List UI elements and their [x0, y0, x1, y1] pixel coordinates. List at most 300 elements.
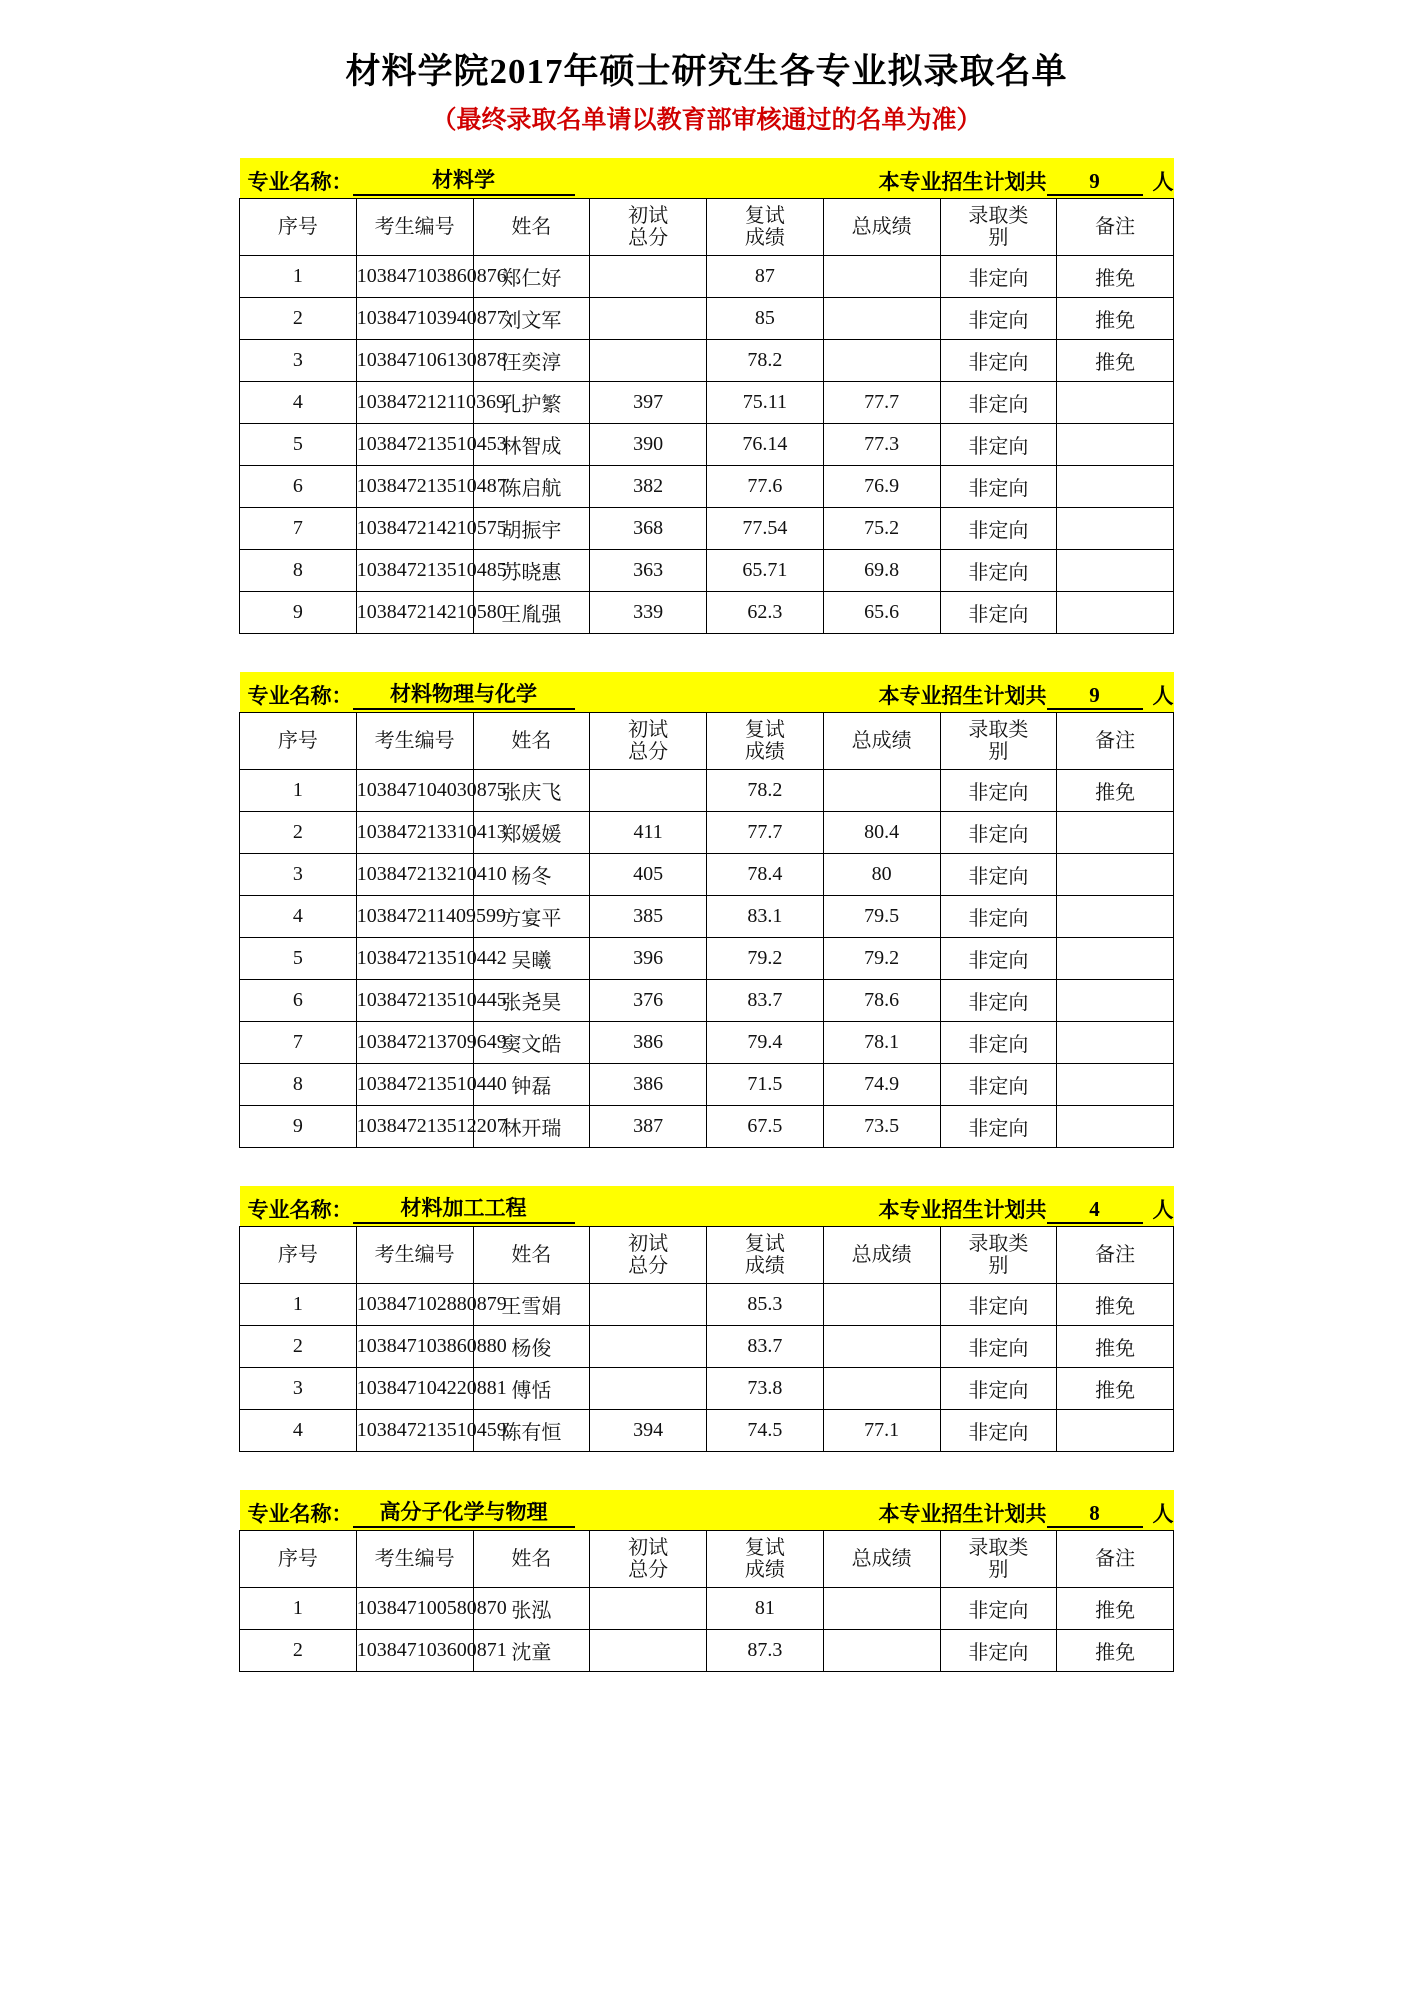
col-header-retest [707, 1227, 824, 1284]
major-table-block [239, 1490, 1174, 1672]
col-header-retest-line1: 复试 [744, 1536, 785, 1559]
col-header-preliminary-line1: 初试 [628, 204, 669, 227]
col-header-name: 姓名 [473, 1531, 590, 1588]
cell-admission-type: 非定向 [940, 1284, 1057, 1326]
cell-total-score [823, 256, 940, 298]
cell-retest-score: 87 [707, 256, 824, 298]
cell-preliminary-score [590, 340, 707, 382]
cell-index: 7 [240, 508, 357, 550]
cell-note [1057, 896, 1174, 938]
col-header-note: 备注 [1057, 1531, 1174, 1588]
cell-name: 沈童 [473, 1630, 590, 1672]
cell-note [1057, 382, 1174, 424]
cell-total-score: 76.9 [823, 466, 940, 508]
table-row [240, 938, 1174, 980]
cell-total-score: 74.9 [823, 1064, 940, 1106]
col-header-note: 备注 [1057, 199, 1174, 256]
cell-total-score [823, 1630, 940, 1672]
col-header-name: 姓名 [473, 713, 590, 770]
col-header-note: 备注 [1057, 1227, 1174, 1284]
cell-admission-type: 非定向 [940, 896, 1057, 938]
cell-exam-id: 103847213510440 [356, 1064, 473, 1106]
cell-admission-type: 非定向 [940, 298, 1057, 340]
cell-retest-score: 83.7 [707, 1326, 824, 1368]
col-header-admission-type-line2: 别 [988, 1255, 1009, 1277]
cell-retest-score: 67.5 [707, 1106, 824, 1148]
cell-note [1057, 508, 1174, 550]
cell-index: 6 [240, 980, 357, 1022]
column-header-row [240, 1531, 1174, 1588]
cell-name: 孔护繁 [473, 382, 590, 424]
cell-name: 杨俊 [473, 1326, 590, 1368]
cell-preliminary-score [590, 256, 707, 298]
col-header-admission-type [940, 1227, 1057, 1284]
col-header-index: 序号 [240, 1227, 357, 1284]
major-name-label: 专业名称： [247, 684, 353, 708]
cell-exam-id: 103847214210575 [356, 508, 473, 550]
cell-admission-type: 非定向 [940, 854, 1057, 896]
cell-preliminary-score: 382 [590, 466, 707, 508]
cell-note [1057, 980, 1174, 1022]
plan-label: 本专业招生计划共 [878, 684, 1047, 708]
major-banner-cell [240, 1490, 1174, 1531]
cell-retest-score: 78.2 [707, 340, 824, 382]
cell-admission-type: 非定向 [940, 466, 1057, 508]
cell-retest-score: 79.4 [707, 1022, 824, 1064]
major-table [239, 672, 1174, 1148]
cell-index: 1 [240, 1588, 357, 1630]
cell-retest-score: 62.3 [707, 592, 824, 634]
cell-name: 郑仁好 [473, 256, 590, 298]
cell-total-score [823, 770, 940, 812]
plan-count: 4 [1047, 1197, 1143, 1224]
cell-total-score: 75.2 [823, 508, 940, 550]
table-row [240, 1106, 1174, 1148]
cell-exam-id: 103847212110369 [356, 382, 473, 424]
major-banner-cell [240, 672, 1174, 713]
cell-retest-score: 87.3 [707, 1630, 824, 1672]
major-name-value: 材料物理与化学 [353, 678, 575, 710]
cell-admission-type: 非定向 [940, 382, 1057, 424]
cell-retest-score: 71.5 [707, 1064, 824, 1106]
cell-preliminary-score [590, 1588, 707, 1630]
major-banner-row [240, 1186, 1174, 1227]
col-header-retest-line2: 成绩 [744, 741, 785, 763]
col-header-admission-type-line2: 别 [988, 227, 1009, 249]
cell-total-score [823, 298, 940, 340]
cell-admission-type: 非定向 [940, 592, 1057, 634]
cell-name: 吴曦 [473, 938, 590, 980]
column-header-row [240, 199, 1174, 256]
cell-admission-type: 非定向 [940, 550, 1057, 592]
cell-preliminary-score: 394 [590, 1410, 707, 1452]
table-row [240, 340, 1174, 382]
cell-index: 2 [240, 1326, 357, 1368]
cell-admission-type: 非定向 [940, 812, 1057, 854]
cell-retest-score: 83.7 [707, 980, 824, 1022]
cell-exam-id: 103847211409599 [356, 896, 473, 938]
cell-retest-score: 78.4 [707, 854, 824, 896]
col-header-admission-type [940, 1531, 1057, 1588]
cell-note: 推免 [1057, 1326, 1174, 1368]
col-header-total: 总成绩 [823, 713, 940, 770]
cell-retest-score: 73.8 [707, 1368, 824, 1410]
cell-total-score [823, 340, 940, 382]
cell-total-score: 79.5 [823, 896, 940, 938]
major-banner-cell [240, 1186, 1174, 1227]
cell-total-score [823, 1368, 940, 1410]
col-header-retest [707, 713, 824, 770]
cell-index: 8 [240, 1064, 357, 1106]
cell-index: 5 [240, 424, 357, 466]
cell-note: 推免 [1057, 1588, 1174, 1630]
cell-name: 杨冬 [473, 854, 590, 896]
plan-count: 9 [1047, 683, 1143, 710]
cell-index: 1 [240, 256, 357, 298]
col-header-preliminary-line1: 初试 [628, 1232, 669, 1255]
cell-index: 3 [240, 854, 357, 896]
major-table [239, 1186, 1174, 1452]
column-header-row [240, 1227, 1174, 1284]
cell-name: 林开瑞 [473, 1106, 590, 1148]
col-header-preliminary-line1: 初试 [628, 1536, 669, 1559]
cell-name: 陈启航 [473, 466, 590, 508]
cell-preliminary-score: 376 [590, 980, 707, 1022]
table-row [240, 896, 1174, 938]
cell-note: 推免 [1057, 1368, 1174, 1410]
cell-total-score: 78.1 [823, 1022, 940, 1064]
plan-label: 本专业招生计划共 [878, 170, 1047, 194]
cell-note: 推免 [1057, 256, 1174, 298]
major-name-label: 专业名称： [247, 1502, 353, 1526]
cell-name: 王雪娟 [473, 1284, 590, 1326]
table-row [240, 1630, 1174, 1672]
cell-preliminary-score: 405 [590, 854, 707, 896]
cell-retest-score: 85 [707, 298, 824, 340]
col-header-preliminary-line2: 总分 [628, 227, 669, 249]
col-header-preliminary [590, 1531, 707, 1588]
cell-total-score [823, 1284, 940, 1326]
cell-admission-type: 非定向 [940, 1064, 1057, 1106]
cell-retest-score: 75.11 [707, 382, 824, 424]
major-table-block [239, 158, 1174, 634]
col-header-preliminary-line2: 总分 [628, 741, 669, 763]
col-header-admission-type-line1: 录取类 [968, 1536, 1029, 1559]
col-header-admission-type [940, 713, 1057, 770]
cell-total-score [823, 1326, 940, 1368]
cell-preliminary-score: 397 [590, 382, 707, 424]
cell-exam-id: 103847213510459 [356, 1410, 473, 1452]
plan-unit: 人 [1152, 1502, 1174, 1526]
col-header-name: 姓名 [473, 199, 590, 256]
cell-admission-type: 非定向 [940, 340, 1057, 382]
cell-preliminary-score: 386 [590, 1022, 707, 1064]
cell-retest-score: 78.2 [707, 770, 824, 812]
cell-preliminary-score [590, 1284, 707, 1326]
cell-exam-id: 103847213310413 [356, 812, 473, 854]
col-header-total: 总成绩 [823, 199, 940, 256]
cell-exam-id: 103847213512207 [356, 1106, 473, 1148]
table-row [240, 1410, 1174, 1452]
plan-label: 本专业招生计划共 [878, 1198, 1047, 1222]
table-row [240, 854, 1174, 896]
col-header-exam-id: 考生编号 [356, 713, 473, 770]
major-banner-cell [240, 158, 1174, 199]
table-row [240, 980, 1174, 1022]
major-name-label: 专业名称： [247, 170, 353, 194]
table-row [240, 1284, 1174, 1326]
col-header-note: 备注 [1057, 713, 1174, 770]
cell-preliminary-score: 339 [590, 592, 707, 634]
cell-note [1057, 550, 1174, 592]
cell-preliminary-score: 386 [590, 1064, 707, 1106]
cell-name: 胡振宇 [473, 508, 590, 550]
cell-name: 刘文军 [473, 298, 590, 340]
cell-name: 林智成 [473, 424, 590, 466]
column-header-row [240, 713, 1174, 770]
cell-name: 郑媛媛 [473, 812, 590, 854]
table-row [240, 770, 1174, 812]
col-header-total: 总成绩 [823, 1531, 940, 1588]
plan-count: 8 [1047, 1501, 1143, 1528]
page-subtitle: （最终录取名单请以教育部审核通过的名单为准） [431, 107, 982, 134]
cell-exam-id: 103847103860880 [356, 1326, 473, 1368]
plan-unit: 人 [1152, 170, 1174, 194]
table-row [240, 256, 1174, 298]
cell-index: 2 [240, 812, 357, 854]
cell-exam-id: 103847103940877 [356, 298, 473, 340]
major-table-block [239, 1186, 1174, 1452]
cell-admission-type: 非定向 [940, 1410, 1057, 1452]
page-title: 材料学院2017年硕士研究生各专业拟录取名单 [345, 52, 1068, 91]
cell-index: 1 [240, 1284, 357, 1326]
cell-preliminary-score [590, 770, 707, 812]
cell-exam-id: 103847104030875 [356, 770, 473, 812]
major-banner-row [240, 672, 1174, 713]
cell-retest-score: 77.54 [707, 508, 824, 550]
cell-retest-score: 81 [707, 1588, 824, 1630]
cell-preliminary-score [590, 1368, 707, 1410]
cell-retest-score: 65.71 [707, 550, 824, 592]
cell-admission-type: 非定向 [940, 1368, 1057, 1410]
cell-index: 5 [240, 938, 357, 980]
col-header-preliminary [590, 199, 707, 256]
major-name-value: 材料加工工程 [353, 1192, 575, 1224]
cell-total-score: 69.8 [823, 550, 940, 592]
cell-admission-type: 非定向 [940, 508, 1057, 550]
cell-name: 张泓 [473, 1588, 590, 1630]
table-row [240, 466, 1174, 508]
table-row [240, 592, 1174, 634]
col-header-admission-type-line2: 别 [988, 741, 1009, 763]
cell-total-score: 77.7 [823, 382, 940, 424]
table-row [240, 382, 1174, 424]
col-header-preliminary [590, 1227, 707, 1284]
major-table-block [239, 672, 1174, 1148]
cell-total-score: 80 [823, 854, 940, 896]
cell-retest-score: 77.6 [707, 466, 824, 508]
cell-exam-id: 103847106130878 [356, 340, 473, 382]
cell-exam-id: 103847213510453 [356, 424, 473, 466]
cell-total-score [823, 1588, 940, 1630]
cell-name: 王胤强 [473, 592, 590, 634]
cell-exam-id: 103847213510442 [356, 938, 473, 980]
cell-name: 张尧昊 [473, 980, 590, 1022]
plan-unit: 人 [1152, 684, 1174, 708]
table-row [240, 1588, 1174, 1630]
cell-index: 9 [240, 1106, 357, 1148]
cell-preliminary-score: 390 [590, 424, 707, 466]
cell-retest-score: 74.5 [707, 1410, 824, 1452]
cell-note: 推免 [1057, 340, 1174, 382]
cell-admission-type: 非定向 [940, 938, 1057, 980]
col-header-index: 序号 [240, 1531, 357, 1588]
cell-name: 张庆飞 [473, 770, 590, 812]
cell-note [1057, 592, 1174, 634]
col-header-index: 序号 [240, 199, 357, 256]
cell-index: 4 [240, 896, 357, 938]
cell-index: 8 [240, 550, 357, 592]
cell-note: 推免 [1057, 298, 1174, 340]
cell-index: 3 [240, 1368, 357, 1410]
cell-retest-score: 79.2 [707, 938, 824, 980]
col-header-exam-id: 考生编号 [356, 1227, 473, 1284]
cell-note [1057, 1410, 1174, 1452]
cell-note [1057, 466, 1174, 508]
col-header-admission-type [940, 199, 1057, 256]
cell-name: 苏晓惠 [473, 550, 590, 592]
cell-note [1057, 1106, 1174, 1148]
col-header-retest-line1: 复试 [744, 204, 785, 227]
cell-total-score: 78.6 [823, 980, 940, 1022]
plan-unit: 人 [1152, 1198, 1174, 1222]
cell-note [1057, 938, 1174, 980]
cell-admission-type: 非定向 [940, 770, 1057, 812]
col-header-retest-line2: 成绩 [744, 1559, 785, 1581]
cell-preliminary-score: 385 [590, 896, 707, 938]
col-header-retest [707, 1531, 824, 1588]
cell-name: 钟磊 [473, 1064, 590, 1106]
col-header-admission-type-line1: 录取类 [968, 204, 1029, 227]
table-row [240, 812, 1174, 854]
major-table [239, 1490, 1174, 1672]
cell-note: 推免 [1057, 770, 1174, 812]
cell-note [1057, 424, 1174, 466]
cell-name: 傅恬 [473, 1368, 590, 1410]
cell-preliminary-score [590, 298, 707, 340]
major-table [239, 158, 1174, 634]
col-header-retest-line2: 成绩 [744, 1255, 785, 1277]
cell-admission-type: 非定向 [940, 424, 1057, 466]
cell-preliminary-score: 396 [590, 938, 707, 980]
table-row [240, 1368, 1174, 1410]
cell-admission-type: 非定向 [940, 1630, 1057, 1672]
col-header-retest-line2: 成绩 [744, 227, 785, 249]
cell-exam-id: 103847213510487 [356, 466, 473, 508]
table-row [240, 1326, 1174, 1368]
cell-exam-id: 103847213709649 [356, 1022, 473, 1064]
cell-admission-type: 非定向 [940, 256, 1057, 298]
table-row [240, 1022, 1174, 1064]
col-header-retest [707, 199, 824, 256]
col-header-admission-type-line2: 别 [988, 1559, 1009, 1581]
col-header-retest-line1: 复试 [744, 718, 785, 741]
col-header-preliminary-line2: 总分 [628, 1255, 669, 1277]
col-header-retest-line1: 复试 [744, 1232, 785, 1255]
cell-preliminary-score: 368 [590, 508, 707, 550]
plan-label: 本专业招生计划共 [878, 1502, 1047, 1526]
cell-admission-type: 非定向 [940, 980, 1057, 1022]
table-row [240, 424, 1174, 466]
cell-note [1057, 1022, 1174, 1064]
cell-exam-id: 103847213210410 [356, 854, 473, 896]
cell-index: 4 [240, 1410, 357, 1452]
major-banner-row [240, 158, 1174, 199]
cell-note [1057, 854, 1174, 896]
cell-index: 2 [240, 1630, 357, 1672]
cell-note [1057, 812, 1174, 854]
major-name-label: 专业名称： [247, 1198, 353, 1222]
cell-total-score: 65.6 [823, 592, 940, 634]
cell-retest-score: 76.14 [707, 424, 824, 466]
major-name-value: 高分子化学与物理 [353, 1496, 575, 1528]
table-row [240, 550, 1174, 592]
cell-exam-id: 103847102880879 [356, 1284, 473, 1326]
col-header-exam-id: 考生编号 [356, 1531, 473, 1588]
cell-exam-id: 103847103600871 [356, 1630, 473, 1672]
cell-total-score: 73.5 [823, 1106, 940, 1148]
cell-exam-id: 103847213510445 [356, 980, 473, 1022]
cell-name: 陈有恒 [473, 1410, 590, 1452]
cell-name: 汪奕淳 [473, 340, 590, 382]
cell-exam-id: 103847104220881 [356, 1368, 473, 1410]
cell-admission-type: 非定向 [940, 1106, 1057, 1148]
cell-total-score: 77.1 [823, 1410, 940, 1452]
cell-name: 方宴平 [473, 896, 590, 938]
cell-preliminary-score: 363 [590, 550, 707, 592]
cell-exam-id: 103847103860876 [356, 256, 473, 298]
col-header-admission-type-line1: 录取类 [968, 718, 1029, 741]
col-header-total: 总成绩 [823, 1227, 940, 1284]
cell-preliminary-score [590, 1630, 707, 1672]
cell-admission-type: 非定向 [940, 1326, 1057, 1368]
cell-note: 推免 [1057, 1630, 1174, 1672]
cell-preliminary-score: 387 [590, 1106, 707, 1148]
cell-index: 4 [240, 382, 357, 424]
plan-count: 9 [1047, 169, 1143, 196]
cell-index: 9 [240, 592, 357, 634]
cell-retest-score: 85.3 [707, 1284, 824, 1326]
cell-preliminary-score [590, 1326, 707, 1368]
col-header-preliminary-line2: 总分 [628, 1559, 669, 1581]
cell-preliminary-score: 411 [590, 812, 707, 854]
cell-index: 2 [240, 298, 357, 340]
table-row [240, 1064, 1174, 1106]
cell-exam-id: 103847213510485 [356, 550, 473, 592]
cell-total-score: 80.4 [823, 812, 940, 854]
table-row [240, 508, 1174, 550]
major-banner-row [240, 1490, 1174, 1531]
cell-index: 3 [240, 340, 357, 382]
major-name-value: 材料学 [353, 164, 575, 196]
cell-index: 6 [240, 466, 357, 508]
table-row [240, 298, 1174, 340]
cell-admission-type: 非定向 [940, 1022, 1057, 1064]
major-tables-container [0, 158, 1413, 1672]
cell-index: 1 [240, 770, 357, 812]
cell-retest-score: 83.1 [707, 896, 824, 938]
col-header-index: 序号 [240, 713, 357, 770]
